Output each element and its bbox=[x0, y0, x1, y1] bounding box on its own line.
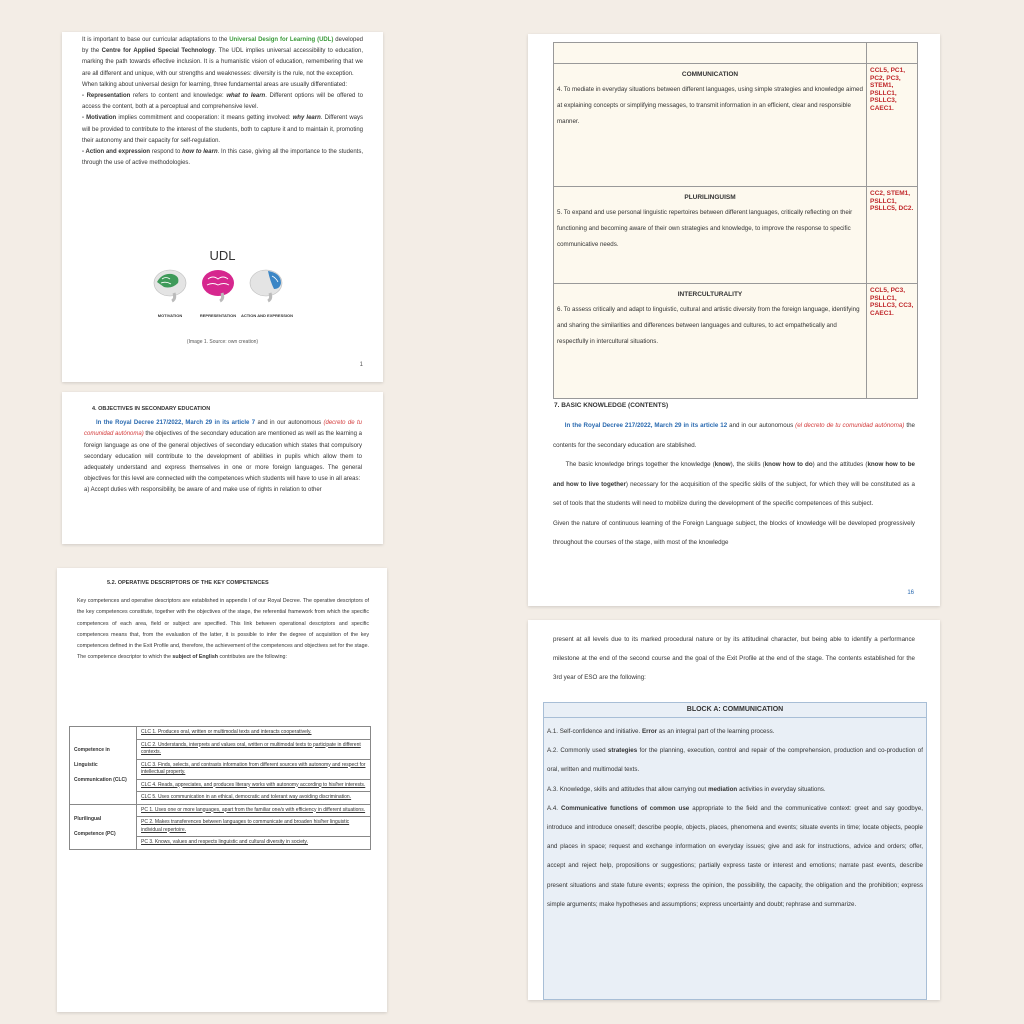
table-cell: PC 2. Makes transferences between languages to communicate and broaden his/her linguistic individual repertoire. bbox=[137, 817, 371, 837]
section-heading: 4. OBJECTIVES IN SECONDARY EDUCATION bbox=[92, 406, 211, 412]
table-cell: CLC 4. Reads, appreciates, and produces literary works with autonomy according to his/her interests. bbox=[137, 779, 371, 792]
competence-cell: INTERCULTURALITY 6. To assess critically and adapt to linguistic, cultural and artistic diversity from the foreign language, identifying and sharing the similarities and differences between languages and cultures, to act empathetically and respectfully in intercultural situations. bbox=[554, 284, 867, 399]
document-page-udl bbox=[62, 32, 383, 382]
block-content: A.1. Self-confidence and initiative. Error as an integral part of the learning process. A.2. Commonly used strategies for the planning, execution, control and repair of the comprehension, production and co-production of oral, written and multimodal texts. A.3. Knowledge, skills and attitudes that allow carrying out mediation activities in everyday situations. A.4. Communicative functions of common use appropriate to the field and the communicative context: greet and say goodbye, introduce and introduce oneself; describe people, objects, places, phenomena and events; situate events in time; locate objects, people and places in space; request and exchange information on everyday issues; give and ask for instructions, advice and orders; offer, accept and reject help, propositions or suggestions; partially express taste or interest and emotions; narrate past events, describe present situations and state future events; express the opinion, the possibility, the capacity, the obligation and the prohibition; express simple arguments; make hypotheses and assumptions; express uncertainty and doubt; rephrase and summarize. bbox=[547, 728, 923, 908]
table-cell: CLC 1. Produces oral, written or multimodal texts and interacts cooperatively. bbox=[137, 727, 371, 740]
brain-representation-icon bbox=[200, 267, 236, 303]
brain-motivation-icon bbox=[152, 267, 188, 303]
page-number: 16 bbox=[907, 590, 914, 596]
table-cell: CLC 2. Understands, interprets and values oral, written or multimodal texts to participate in different contexts. bbox=[137, 739, 371, 759]
objective-item: a) Accept duties with responsibility, be aware of and make use of rights in relation to other bbox=[84, 487, 322, 494]
competence-codes: CCL5, PC1, PC2, PC3, STEM1, PSLLC1, PSLLC3, CAEC1. bbox=[867, 64, 918, 187]
brain-action-icon bbox=[248, 267, 284, 303]
section-heading: 7. BASIC KNOWLEDGE (CONTENTS) bbox=[554, 402, 669, 409]
block-title: BLOCK A: COMMUNICATION bbox=[544, 703, 926, 718]
pc-group-cell: Plurilingual Competence (PC) bbox=[70, 804, 137, 849]
table-cell bbox=[554, 43, 867, 64]
decree-link: In the Royal Decree 217/2022, March 29 in its article 7 bbox=[96, 420, 256, 427]
table-row bbox=[554, 284, 918, 399]
table-row bbox=[554, 64, 918, 187]
udl-text: It is important to base our curricular adaptations to the Universal Design for Learning (UDL) developed by the Centre for Applied Special Technology. The UDL implies universal accessibility to education, marking the path towards effective inclusion. It is a humanistic vision of education, remembering that we are all different and unique, with our strengths and weaknesses: diversity is the rule, not the exception. When talking about universal design for learning, three fundamental areas are usually differentiated: - Representation refers to content and knowledge: what to learn. Different options will be offered to access the content, both at a perceptual and comprehensive level. - Motivation implies commitment and cooperation: it means getting involved: why learn. Different ways will be provided to contribute to the interest of the students, both to capture it and to maintain it, promoting their autonomy and their capacity for self-regulation. - Action and expression respond to how to learn. In this case, giving all the importance to the students, through the use of active methodologies. bbox=[82, 37, 363, 167]
competence-codes: CCL5, PC3, PSLLC1, PSLLC3, CC3, CAEC1. bbox=[867, 284, 918, 399]
table-cell bbox=[867, 43, 918, 64]
document-page-descriptors bbox=[57, 568, 387, 1012]
table-cell: CLC 5. Uses communication in an ethical, democratic and tolerant way avoiding discrimination. bbox=[137, 792, 371, 805]
table-row bbox=[70, 727, 371, 740]
page-number: 1 bbox=[359, 362, 363, 368]
table-cell: PC 3. Knows, values and respects linguistic and cultural diversity in society. bbox=[137, 837, 371, 850]
table-row bbox=[554, 43, 918, 64]
document-page-competences bbox=[528, 34, 940, 606]
image-caption: (Image 1. Source: own creation) bbox=[186, 339, 259, 345]
label-representation: REPRESENTATION bbox=[199, 313, 237, 318]
contents-intro: present at all levels due to its marked procedural nature or by its attitudinal character, but being able to identify a performance milestone at the end of the second course and the goal of the Exit Profile at the end of the stage. The contents established for the 3rd year of ESO are the following: bbox=[553, 636, 915, 681]
decree-link: In the Royal Decree 217/2022, March 29 in its article 12 bbox=[564, 422, 728, 429]
document-page-objectives bbox=[62, 392, 383, 544]
block-a-box bbox=[543, 702, 927, 1000]
objectives-text: 4. OBJECTIVES IN SECONDARY EDUCATION In the Royal Decree 217/2022, March 29 in its article 7 and in our autonomous (decreto de tu comunidad autónoma) the objectives of the secondary education are mentioned as well as the learning a foreign language as one of the general objectives of secondary education which states that compulsory secondary education will contribute to the development of abilities in pupils which allow them to adequately understand and express themselves in one or more foreign languages. The general objectives for this level are connected with the competences which students will have to use in all areas: a) Accept duties with responsibility, be aware of and make use of rights in relation to other bbox=[84, 406, 362, 494]
udl-diagram-title: UDL bbox=[209, 248, 236, 263]
label-motivation: MOTIVATION bbox=[157, 313, 183, 318]
document-page-contents bbox=[528, 620, 940, 1000]
competence-table bbox=[69, 726, 371, 850]
table-row bbox=[554, 187, 918, 284]
descriptors-text: Key competences and operative descriptors are established in appendix I of our Royal Decree. The operative descriptors of the key competences constitute, together with the objectives of the stage, the referential framework from which the specific competences of each area, field or subject are specified. This link between operational descriptors and specific competences means that, from the evaluation of the latter, it is possible to infer the degree of acquisition of the key competences defined in the Exit Profile and, therefore, the achievement of the competences and objectives set for the stage. The competence descriptor to which the subject of English contributes are the following: bbox=[77, 598, 369, 661]
table-cell: CLC 3. Finds, selects, and contrasts information from different sources with autonomy and respect for intellectual property. bbox=[137, 759, 371, 779]
basic-knowledge-text: In the Royal Decree 217/2022, March 29 in its article 12 and in our autonomous (el decreto de tu comunidad autónoma) the contents for the secondary education are stablished. The basic knowledge brings together the knowledge (know), the skills (know how to do) and the attitudes (know how to be and how to live together) necessary for the acquisition of the specific skills of the subject, for which they will be constituted as a set of tools that the students will need to mobilize during the development of the specific competences of this subject. Given the nature of continuous learning of the Foreign Language subject, the blocks of knowledge will be developed progressively throughout the courses of the stage, with most of the knowledge bbox=[553, 422, 915, 546]
competence-cell: COMMUNICATION 4. To mediate in everyday situations between different languages, using simple strategies and knowledge aimed at explaining concepts or simplifying messages, to transmit information in an efficient, clear and responsible manner. bbox=[554, 64, 867, 187]
table-cell: PC 1. Uses one or more languages, apart from the familiar one/s with efficiency in different situations. bbox=[137, 804, 371, 817]
specific-competences-table bbox=[553, 42, 918, 399]
table-row bbox=[70, 804, 371, 817]
clc-group-cell: Competence in Linguistic Communication (CLC) bbox=[70, 727, 137, 805]
section-heading: 5.2. OPERATIVE DESCRIPTORS OF THE KEY COMPETENCES bbox=[107, 580, 269, 586]
udl-link: Universal Design for Learning (UDL) bbox=[229, 37, 334, 43]
label-action-expression: ACTION AND EXPRESSION bbox=[240, 313, 294, 318]
competence-cell: PLURILINGUISM 5. To expand and use personal linguistic repertoires between different languages, critically reflecting on their functioning and becoming aware of their own strategies and knowledge, to improve the response to specific communicative needs. bbox=[554, 187, 867, 284]
competence-codes: CC2, STEM1, PSLLC1, PSLLC5, DC2. bbox=[867, 187, 918, 284]
